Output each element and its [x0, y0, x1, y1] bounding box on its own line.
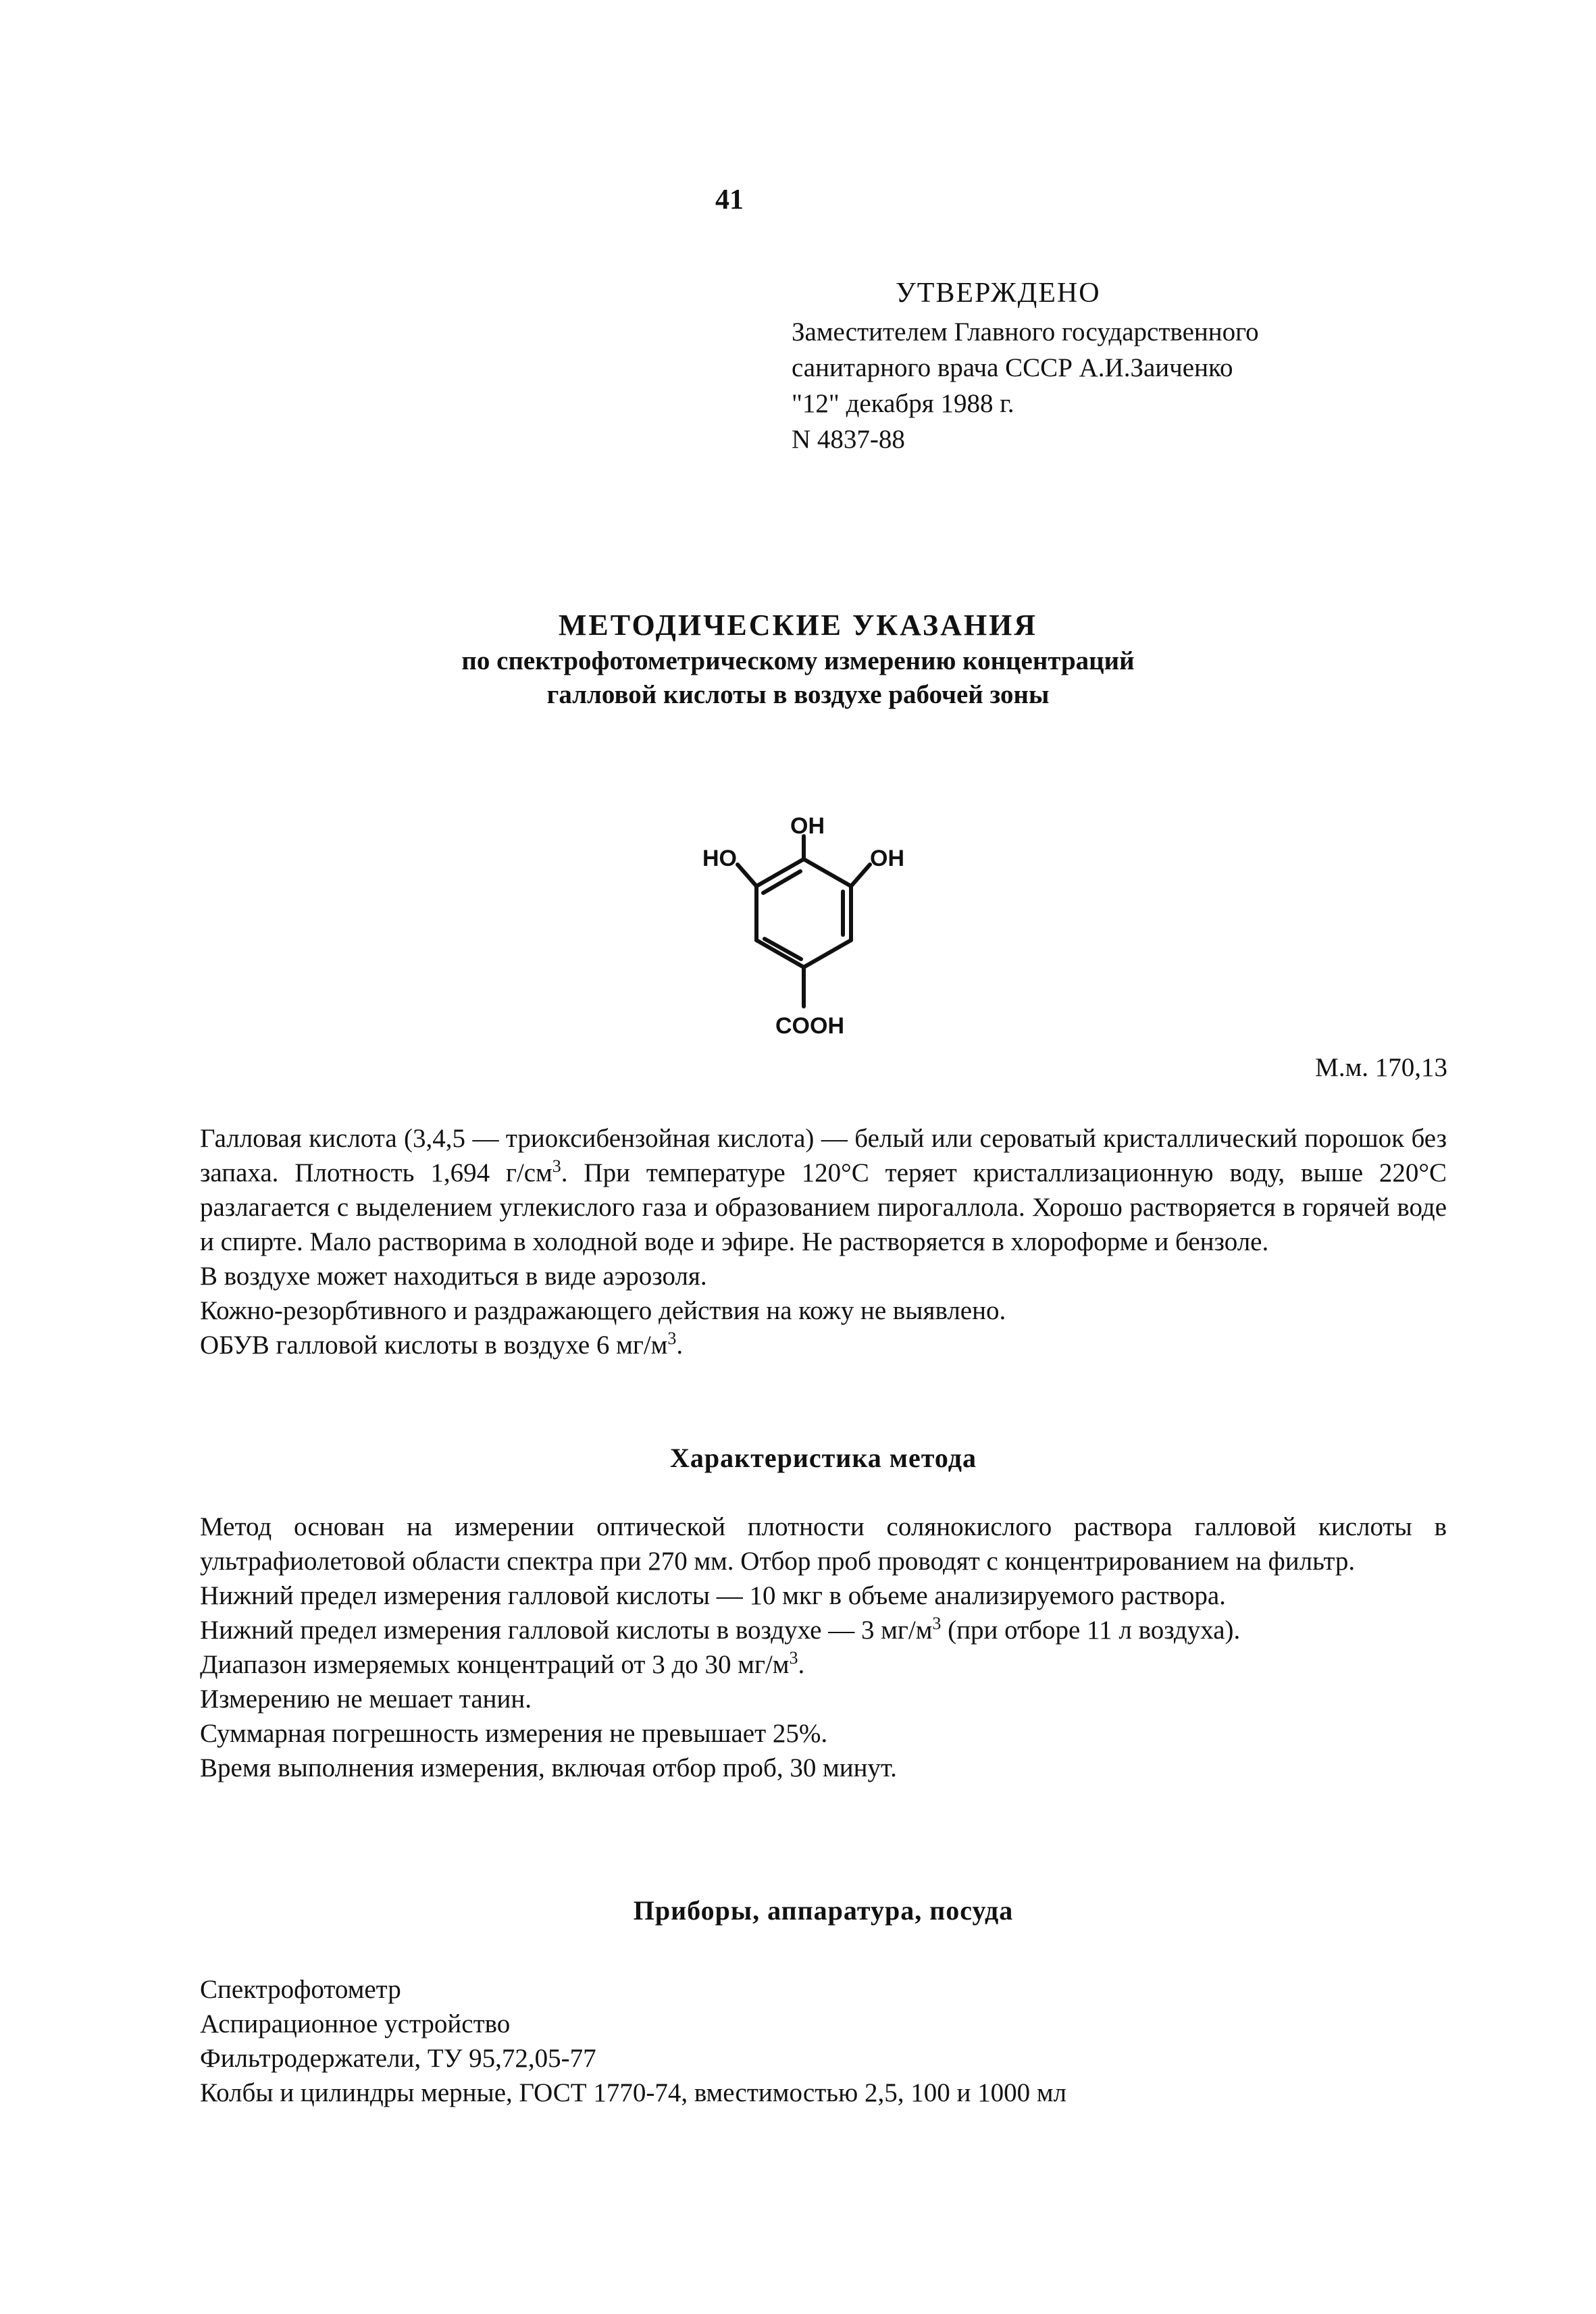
description-section [200, 1121, 1447, 1362]
section-title-method: Характеристика метода [670, 1443, 977, 1473]
description-paragraph: В воздухе может находиться в виде аэрозоля. [200, 1262, 707, 1291]
section-title-instruments: Приборы, аппаратура, посуда [633, 1895, 1014, 1926]
label-cooh: COOH [775, 1013, 844, 1039]
instrument-item: Спектрофотометр [200, 1975, 401, 2004]
double-bond [763, 871, 800, 893]
chemical-structure [689, 811, 946, 1054]
text-span: Диапазон измеряемых концентраций от 3 до 30 мг/м [200, 1650, 790, 1679]
label-oh-top: OH [790, 813, 825, 839]
description-paragraph [200, 1328, 1447, 1362]
ring-bond [804, 859, 851, 886]
document-title [203, 607, 1393, 712]
method-paragraph: Нижний предел измерения галловой кислоты — 10 мкг в объеме анализируемого раствора. [200, 1581, 1226, 1610]
approval-line: санитарного врача СССР А.И.Заиченко [792, 353, 1233, 382]
method-paragraph [200, 1613, 1447, 1647]
text-span: (при отборе 11 л воздуха). [941, 1616, 1241, 1645]
superscript: 3 [789, 1648, 798, 1668]
document-title-main: МЕТОДИЧЕСКИЕ УКАЗАНИЯ [558, 609, 1038, 642]
text-span: Нижний предел измерения галловой кислоты в воздухе — 3 мг/м [200, 1616, 933, 1645]
text-span: . [798, 1650, 805, 1679]
superscript: 3 [552, 1156, 561, 1176]
approval-line: "12" декабря 1988 г. [792, 389, 1014, 418]
instrument-item: Аспирационное устройство [200, 2009, 511, 2038]
description-paragraph: Кожно-резорбтивного и раздражающего действия на кожу не выявлено. [200, 1296, 1006, 1325]
instrument-item: Колбы и цилиндры мерные, ГОСТ 1770-74, вместимостью 2,5, 100 и 1000 мл [200, 2078, 1066, 2107]
method-paragraph [200, 1647, 1447, 1682]
approval-block [792, 276, 1399, 457]
text-span: ОБУВ галловой кислоты в воздухе 6 мг/м [200, 1331, 668, 1360]
text-span: Галловая кислота (3,4,5 — триоксибензойная кислота) — белый или сероватый кристаллический порошок без запаха. Плотность 1,694 г/см [200, 1124, 1447, 1187]
label-oh-right: OH [870, 846, 904, 871]
description-paragraph [200, 1121, 1447, 1259]
text-span: . [676, 1331, 684, 1360]
document-title-sub: галловой кислоты в воздухе рабочей зоны [546, 680, 1050, 709]
molar-mass: М.м. 170,13 [1315, 1053, 1447, 1082]
method-section [200, 1510, 1447, 1785]
label-ho-left: HO [702, 846, 737, 871]
approval-line: Заместителем Главного государственного [792, 317, 1259, 346]
substituent-bond [738, 865, 756, 886]
instruments-list [200, 1972, 1447, 2110]
method-paragraph: Время выполнения измерения, включая отбор проб, 30 минут. [200, 1753, 897, 1782]
superscript: 3 [932, 1614, 942, 1633]
text-span: . При температуре 120°C теряет кристаллизационную воду, выше 220°C разлагается с выделением углекислого газа и образованием пирогаллола. Хорошо растворяется в горячей воде и спирте. Мало растворима в холодной воде и эфире. Не растворяется в хлороформе и бензоле. [200, 1158, 1447, 1256]
instrument-item: Фильтродержатели, ТУ 95,72,05-77 [200, 2044, 596, 2073]
substituent-bond [851, 865, 870, 886]
document-title-sub: по спектрофотометрическому измерению концентраций [461, 646, 1135, 675]
approval-line: N 4837-88 [792, 425, 905, 454]
ring-bond [804, 940, 851, 967]
method-paragraph: Измерению не мешает танин. [200, 1685, 532, 1714]
method-paragraph: Метод основан на измерении оптической плотности солянокислого раствора галловой кислоты в ультрафиолетовой области спектра при 270 мм. Отбор проб проводят с концентрированием на фильтр. [200, 1512, 1447, 1576]
ring-bond [756, 940, 804, 967]
superscript: 3 [667, 1329, 677, 1348]
page-number: 41 [715, 184, 744, 215]
gallic-acid-structure-diagram [689, 811, 946, 1054]
method-paragraph: Суммарная погрешность измерения не превышает 25%. [200, 1719, 828, 1748]
approval-title: УТВЕРЖДЕНО [896, 278, 1101, 309]
